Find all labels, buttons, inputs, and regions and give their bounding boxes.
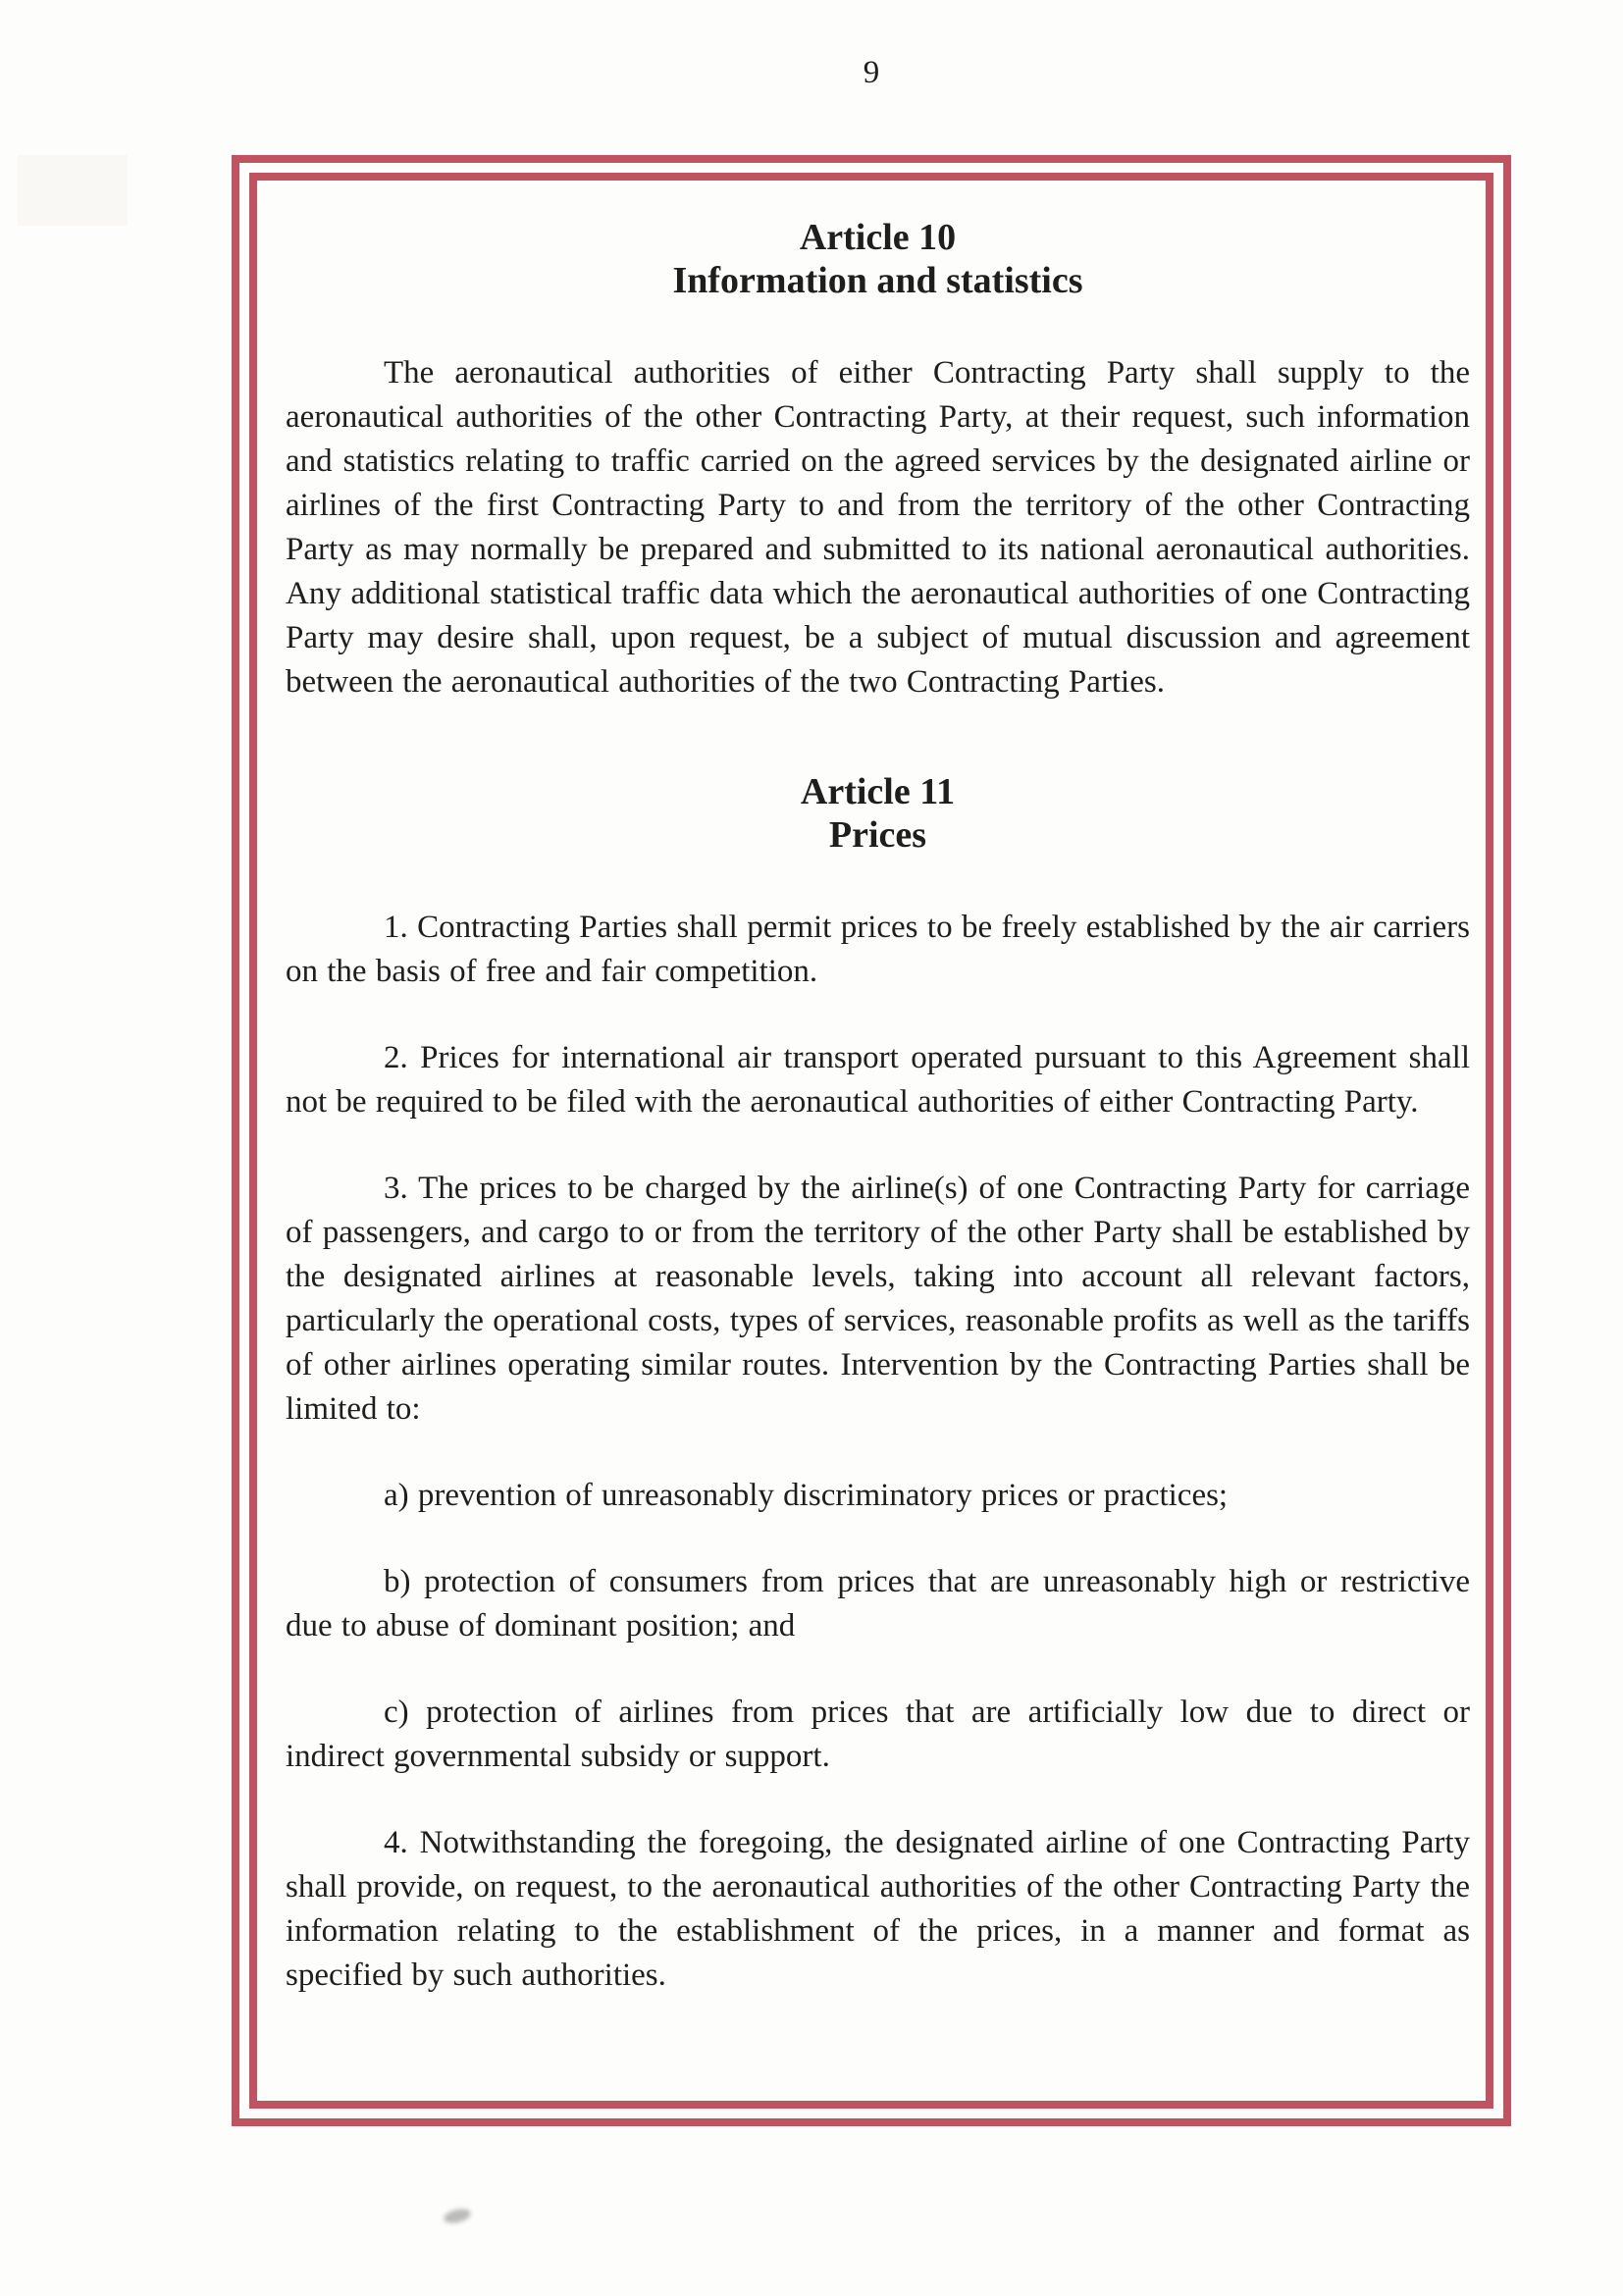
decorative-inner-border — [249, 173, 1493, 2109]
paragraph: The aeronautical authorities of either Contracting Party shall supply to the aeronautical authorities of the other Contracting Party, at their request, such information and statistics relating to traffic carried on the agreed services by the designated airline or airlines of the first Contracting Party to and from the territory of the other Contracting Party as may normally be prepared and submitted to its national aeronautical authorities. Any additional statistical traffic data which the aeronautical authorities of one Contracting Party may desire shall, upon request, be a subject of mutual discussion and agreement between the aeronautical authorities of the two Contracting Parties. — [286, 355, 1470, 700]
list-item-b: b) protection of consumers from prices that are unreasonably high or restrictive due to abuse of dominant position; and — [286, 1564, 1470, 1644]
article-11-section — [286, 770, 1470, 1998]
article-10-section — [286, 216, 1470, 704]
list-item-a: a) prevention of unreasonably discriminatory prices or practices; — [384, 1478, 1229, 1513]
article-11-subtitle: Prices — [828, 814, 927, 856]
decorative-outer-border — [232, 155, 1511, 2126]
scan-tint-artifact — [18, 155, 128, 226]
paragraph: 4. Notwithstanding the foregoing, the designated airline of one Contracting Party shall provide, on request, to the aeronautical authorities of the other Contracting Party the information relating to the establishment of the prices, in a manner and format as specified by such authorities. — [286, 1825, 1470, 1993]
paragraph: 1. Contracting Parties shall permit prices to be freely established by the air carriers on the basis of free and fair competition. — [286, 910, 1470, 989]
article-10-subtitle: Information and statistics — [672, 260, 1083, 301]
scan-smudge-artifact — [443, 2207, 472, 2225]
paragraph: 3. The prices to be charged by the airline(s) of one Contracting Party for carriage of passengers, and cargo to or from the territory of the other Party shall be established by the designated airlines at reasonable levels, taking into account all relevant factors, particularly the operational costs, types of services, reasonable profits as well as the tariffs of other airlines operating similar routes. Intervention by the Contracting Parties shall be limited to: — [286, 1171, 1470, 1427]
paragraph: 2. Prices for international air transport operated pursuant to this Agreement shall not be required to be filed with the aeronautical authorities of either Contracting Party. — [286, 1040, 1470, 1120]
page-number: 9 — [863, 55, 880, 90]
article-11-title: Article 11 — [800, 771, 956, 812]
article-10-title: Article 10 — [799, 217, 957, 258]
list-item-c: c) protection of airlines from prices that are artificially low due to direct or indirect governmental subsidy or support. — [286, 1695, 1470, 1774]
